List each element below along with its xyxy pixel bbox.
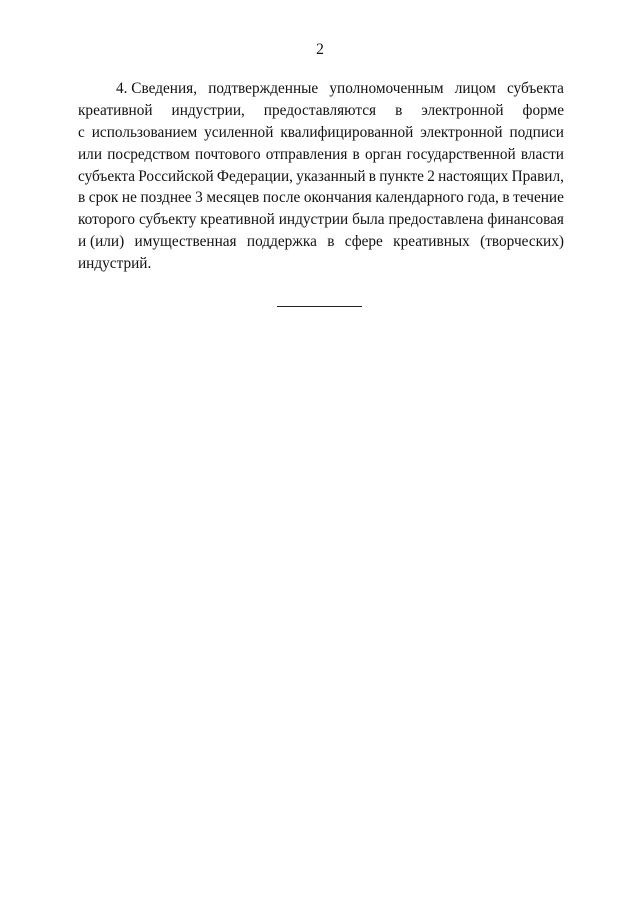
paragraph-word: финансовая bbox=[487, 211, 564, 229]
paragraph-word: Правил, bbox=[511, 167, 564, 185]
paragraph-word: субъекта bbox=[506, 80, 564, 97]
paragraph-word: субъекта bbox=[78, 167, 136, 185]
paragraph-word: имущественная bbox=[134, 233, 237, 251]
paragraph-word: течение bbox=[513, 189, 564, 207]
paragraph-word: с bbox=[78, 123, 85, 141]
paragraph-word: власти bbox=[520, 145, 564, 163]
paragraph-word: почтового bbox=[195, 145, 261, 163]
paragraph-line bbox=[78, 187, 564, 209]
paragraph-word: поддержка bbox=[246, 233, 317, 251]
paragraph-word: лицом bbox=[454, 80, 496, 97]
paragraph-word: и (или) bbox=[78, 233, 125, 251]
paragraph-word: предоставляются bbox=[263, 101, 377, 119]
paragraph-word: или bbox=[78, 145, 103, 163]
paragraph-word: предоставлена bbox=[388, 211, 484, 229]
paragraph-word: орган bbox=[364, 145, 402, 163]
paragraph-line bbox=[78, 100, 564, 122]
paragraph-word: уполномоченным bbox=[329, 80, 444, 97]
paragraph-word: электронной bbox=[420, 123, 503, 141]
paragraph-word: окончания bbox=[303, 189, 372, 207]
paragraph-word: в bbox=[502, 189, 510, 207]
paragraph-word: календарного bbox=[375, 189, 464, 207]
paragraph-word: года, bbox=[467, 189, 499, 207]
paragraph-word: креативной bbox=[78, 101, 153, 119]
paragraph-line bbox=[78, 209, 564, 231]
paragraph-word: в bbox=[327, 233, 335, 251]
paragraph-line bbox=[78, 78, 564, 100]
paragraph-word: 3 bbox=[195, 189, 203, 207]
paragraph-word: использованием bbox=[91, 123, 198, 141]
paragraph-word: креативных bbox=[393, 233, 470, 251]
paragraph-word: пункте bbox=[379, 167, 424, 185]
paragraph-word: в bbox=[352, 145, 360, 163]
paragraph-word: позднее bbox=[140, 189, 192, 207]
paragraph-word: месяцев bbox=[206, 189, 260, 207]
paragraph-word: отправления bbox=[265, 145, 348, 163]
paragraph-word: субъекту bbox=[138, 211, 197, 229]
paragraph-word: не bbox=[121, 189, 137, 207]
paragraph-word: форме bbox=[522, 101, 564, 119]
paragraph-word: настоящих bbox=[438, 167, 509, 185]
paragraph-line: индустрий. bbox=[78, 255, 152, 273]
paragraph-line bbox=[78, 166, 564, 188]
end-separator-line bbox=[277, 306, 362, 307]
paragraph-item-4 bbox=[78, 78, 564, 275]
paragraph-word: государственной bbox=[406, 145, 516, 163]
paragraph-line bbox=[78, 144, 564, 166]
paragraph-word: сфере bbox=[344, 233, 383, 251]
paragraph-word: 2 bbox=[427, 167, 435, 185]
paragraph-word: посредством bbox=[107, 145, 190, 163]
paragraph-line bbox=[78, 231, 564, 253]
paragraph-word: указанный bbox=[296, 167, 366, 185]
paragraph-word: электронной bbox=[421, 101, 504, 119]
paragraph-word: креативной bbox=[200, 211, 275, 229]
paragraph-word: после bbox=[262, 189, 301, 207]
paragraph-word: в bbox=[395, 101, 403, 119]
paragraph-line bbox=[78, 122, 564, 144]
paragraph-word: Российской bbox=[138, 167, 214, 185]
paragraph-word: подтвержденные bbox=[208, 80, 319, 97]
paragraph-word: Федерации, bbox=[216, 167, 293, 185]
paragraph-word: которого bbox=[78, 211, 136, 229]
paragraph-word: индустрии bbox=[278, 211, 349, 229]
paragraph-word: квалифицированной bbox=[280, 123, 414, 141]
page-number: 2 bbox=[316, 41, 324, 58]
paragraph-word: 4. Сведения, bbox=[116, 80, 198, 97]
paragraph-word: в bbox=[78, 189, 86, 207]
paragraph-word: усиленной bbox=[204, 123, 274, 141]
paragraph-word: подписи bbox=[509, 123, 564, 141]
paragraph-word: в bbox=[368, 167, 376, 185]
paragraph-word: срок bbox=[88, 189, 119, 207]
paragraph-word: была bbox=[352, 211, 385, 229]
paragraph-word: (творческих) bbox=[480, 233, 564, 251]
paragraph-word: индустрии, bbox=[171, 101, 245, 119]
